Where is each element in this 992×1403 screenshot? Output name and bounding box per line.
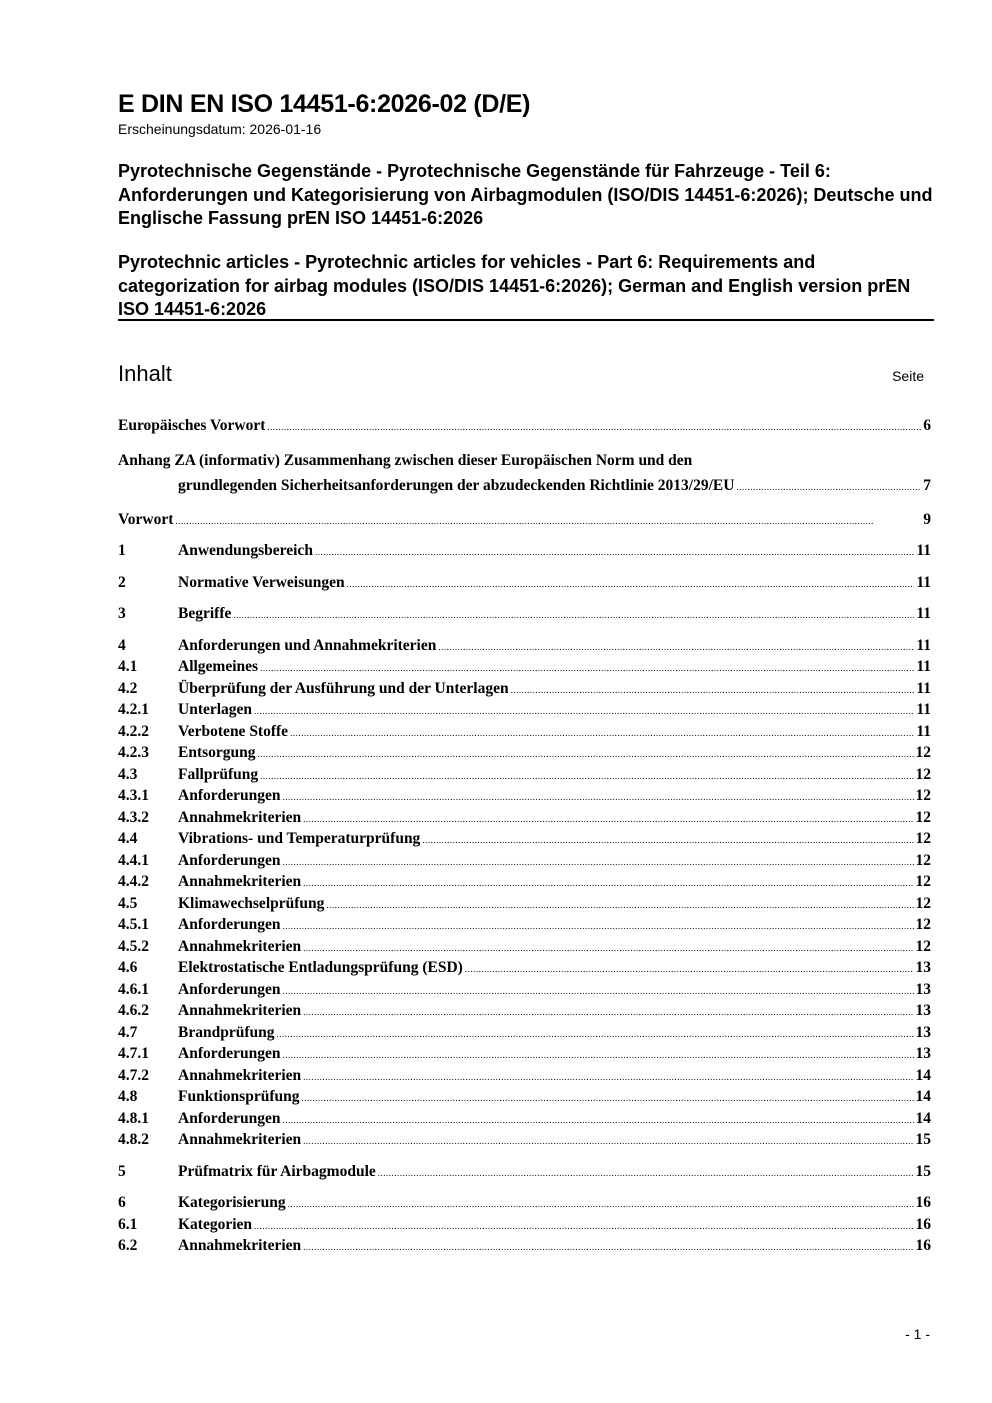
leader-dots <box>326 895 913 916</box>
toc-entry-page: 12 <box>915 830 931 847</box>
leader-dots <box>282 787 913 808</box>
leader-dots <box>438 637 914 658</box>
leader-dots <box>282 1110 913 1131</box>
leader-dots <box>233 605 914 626</box>
toc-entry-title: Anforderungen <box>178 1109 281 1127</box>
toc-entry[interactable] <box>118 872 931 894</box>
leader-dots <box>303 873 913 894</box>
toc-entry-title: Annahmekriterien <box>178 808 302 826</box>
toc-entry-number: 6 <box>118 1194 126 1211</box>
leader-dots <box>303 1067 913 1088</box>
toc-entry-number: 4.6 <box>118 959 138 976</box>
toc-entry-page: 16 <box>915 1215 931 1233</box>
toc-entry-number: 4.7 <box>118 1023 138 1041</box>
toc-entry[interactable] <box>118 743 931 765</box>
toc-entry-page: 16 <box>915 1194 931 1211</box>
leader-dots <box>303 1237 913 1258</box>
leader-dots <box>254 1216 913 1237</box>
toc-entry-page: 11 <box>916 636 931 654</box>
leader-dots <box>303 1002 913 1023</box>
toc-entry[interactable] <box>118 700 931 722</box>
toc-entry[interactable] <box>118 1236 931 1258</box>
toc-entry-title: Annahmekriterien <box>178 1131 302 1148</box>
toc-entry[interactable] <box>118 657 931 679</box>
leader-dots <box>276 1024 913 1045</box>
toc-entry-number: 6.1 <box>118 1215 138 1233</box>
toc-entry[interactable] <box>118 1109 931 1131</box>
toc-entry-page: 12 <box>915 937 931 955</box>
toc-entry-title: Brandprüfung <box>178 1023 275 1041</box>
toc-entry-number: 4.8.1 <box>118 1109 149 1127</box>
toc-entry[interactable] <box>118 1193 931 1215</box>
toc-group <box>118 448 931 500</box>
toc-entry-page: 11 <box>916 605 931 622</box>
toc-entry[interactable] <box>118 894 931 916</box>
toc-entry-title: Anforderungen <box>178 916 281 933</box>
toc-entry-number: 4.3 <box>118 765 138 783</box>
toc-entry[interactable] <box>118 510 931 532</box>
toc-entry[interactable] <box>118 416 931 438</box>
toc-entry-title: Elektrostatische Entladungsprüfung (ESD) <box>178 959 463 976</box>
leader-dots <box>736 475 921 500</box>
toc-entry-title: Anwendungsbereich <box>178 542 313 559</box>
toc-entry[interactable] <box>118 448 931 500</box>
toc-entry-number: 4.5.2 <box>118 937 149 955</box>
toc-entry-number: 4.7.2 <box>118 1066 149 1084</box>
toc-entry-page: 12 <box>915 851 931 869</box>
toc-entry[interactable] <box>118 915 931 937</box>
toc-entry-page: 11 <box>916 701 931 718</box>
leader-dots <box>290 723 914 744</box>
toc-entry-number: 4 <box>118 636 126 654</box>
toc-entry-page: 12 <box>915 787 931 804</box>
toc-entry-title: Annahmekriterien <box>178 873 302 890</box>
toc-entry-page: 12 <box>915 744 931 761</box>
toc-entry[interactable] <box>118 829 931 851</box>
toc-entry[interactable] <box>118 851 931 873</box>
toc-entry-page: 7 <box>923 476 931 494</box>
toc-entry-title: Verbotene Stoffe <box>178 722 289 740</box>
leader-dots <box>378 1163 914 1184</box>
toc-entry-number: 4.4.2 <box>118 873 149 890</box>
toc-entry-page: 16 <box>915 1237 931 1254</box>
toc-entry[interactable] <box>118 1087 931 1109</box>
leader-dots <box>175 511 921 532</box>
leader-dots <box>260 658 914 679</box>
toc-entry-title: Überprüfung der Ausführung und der Unterlagen <box>178 679 509 697</box>
toc-entry-number: 4.5 <box>118 894 138 912</box>
toc-entry-number: 4.2.2 <box>118 722 149 740</box>
toc-entry[interactable] <box>118 1066 931 1088</box>
table-of-contents <box>118 416 931 1268</box>
toc-entry-line <box>118 473 931 500</box>
toc-entry-title: Europäisches Vorwort <box>118 417 266 434</box>
toc-entry-number: 4.4 <box>118 830 138 847</box>
toc-entry-title: Prüfmatrix für Airbagmodule <box>178 1162 376 1180</box>
toc-entry-page: 9 <box>923 510 931 528</box>
toc-entry-page: 14 <box>915 1088 931 1105</box>
toc-entry-title: Allgemeines <box>178 658 259 675</box>
leader-dots <box>260 766 913 787</box>
toc-entry-number: 4.8 <box>118 1088 138 1105</box>
toc-entry-page: 11 <box>916 722 931 740</box>
leader-dots <box>315 542 914 563</box>
toc-entry-number: 4.6.1 <box>118 980 149 998</box>
toc-group <box>118 636 931 1152</box>
toc-group <box>118 573 931 595</box>
toc-entry-title: Anforderungen <box>178 787 281 804</box>
toc-entry-page: 13 <box>915 1002 931 1019</box>
leader-dots <box>347 574 915 595</box>
toc-entry-title: Kategorien <box>178 1215 253 1233</box>
toc-entry-page: 15 <box>915 1131 931 1148</box>
toc-entry-title-continued: grundlegenden Sicherheitsanforderungen der abzudeckenden Richtlinie 2013/29/EU <box>178 476 735 494</box>
leader-dots <box>511 680 915 701</box>
toc-entry-number: 4.3.2 <box>118 808 149 826</box>
toc-entry-number: 4.4.1 <box>118 851 149 869</box>
toc-entry-number: 4.7.1 <box>118 1045 149 1062</box>
toc-entry-page: 11 <box>916 679 931 697</box>
toc-entry[interactable] <box>118 636 931 658</box>
toc-entry-page: 13 <box>915 980 931 998</box>
toc-entry-number: 1 <box>118 542 126 559</box>
toc-entry-number: 4.2 <box>118 679 138 697</box>
leader-dots <box>303 809 913 830</box>
toc-entry-page: 14 <box>915 1066 931 1084</box>
toc-group <box>118 416 931 438</box>
toc-entry-title: Begriffe <box>178 605 232 622</box>
toc-entry-page: 12 <box>915 894 931 912</box>
toc-group <box>118 510 931 532</box>
toc-entry-title: Vorwort <box>118 510 174 528</box>
toc-entry-title: Annahmekriterien <box>178 1066 302 1084</box>
leader-dots <box>288 1194 914 1215</box>
toc-entry-title: Klimawechselprüfung <box>178 894 325 912</box>
toc-entry-page: 12 <box>915 808 931 826</box>
toc-entry-page: 15 <box>915 1162 931 1180</box>
toc-entry[interactable] <box>118 958 931 980</box>
toc-entry-title: Normative Verweisungen <box>178 573 345 591</box>
toc-entry-page: 11 <box>916 542 931 559</box>
leader-dots <box>301 1088 913 1109</box>
leader-dots <box>422 830 913 851</box>
toc-entry-number: 4.6.2 <box>118 1002 149 1019</box>
toc-entry-title: Annahmekriterien <box>178 937 302 955</box>
title-english: Pyrotechnic articles - Pyrotechnic articles for vehicles - Part 6: Requirements and categorization for airbag modules (ISO/DIS 14451-6:2026); German and English version prEN ISO 14451-6:2026 <box>118 252 911 319</box>
toc-entry[interactable] <box>118 604 931 626</box>
toc-entry-title: Anforderungen <box>178 1045 281 1062</box>
leader-dots <box>282 1045 913 1066</box>
toc-entry-title: Funktionsprüfung <box>178 1088 300 1105</box>
toc-entry-page: 12 <box>915 765 931 783</box>
toc-entry[interactable] <box>118 722 931 744</box>
toc-entry-number: 4.2.1 <box>118 701 149 718</box>
toc-entry-number: 4.3.1 <box>118 787 149 804</box>
page-column-label: Seite <box>892 368 924 384</box>
toc-entry-title: Kategorisierung <box>178 1194 286 1211</box>
toc-entry-title: Anforderungen <box>178 980 281 998</box>
leader-dots <box>465 959 914 980</box>
toc-entry-number: 5 <box>118 1162 126 1180</box>
document-id: E DIN EN ISO 14451-6:2026-02 (D/E) <box>118 90 531 118</box>
leader-dots <box>282 916 913 937</box>
toc-entry-page: 14 <box>915 1109 931 1127</box>
toc-entry-title: Annahmekriterien <box>178 1002 302 1019</box>
toc-entry-title: Anhang ZA (informativ) Zusammenhang zwischen dieser Europäischen Norm und den <box>118 451 693 469</box>
toc-entry-number: 4.5.1 <box>118 916 149 933</box>
toc-entry[interactable] <box>118 541 931 563</box>
toc-entry[interactable] <box>118 1215 931 1237</box>
leader-dots <box>267 417 921 438</box>
toc-entry[interactable] <box>118 808 931 830</box>
toc-entry-page: 6 <box>923 417 931 434</box>
toc-entry[interactable] <box>118 1162 931 1184</box>
toc-entry[interactable] <box>118 1044 931 1066</box>
toc-entry[interactable] <box>118 980 931 1002</box>
toc-entry-page: 13 <box>915 1023 931 1041</box>
leader-dots <box>282 981 913 1002</box>
toc-entry-page: 12 <box>915 873 931 890</box>
title-german: Pyrotechnische Gegenstände - Pyrotechnische Gegenstände für Fahrzeuge - Teil 6: Anforderungen und Kategorisierung von Airbagmodulen (ISO/DIS 14451-6:2026); Deutsche und Englische Fassung prEN ISO 14451-6:2026 <box>118 161 933 228</box>
toc-entry-page: 11 <box>916 573 931 591</box>
toc-entry[interactable] <box>118 786 931 808</box>
leader-dots <box>254 701 914 722</box>
toc-entry[interactable] <box>118 937 931 959</box>
toc-group <box>118 541 931 563</box>
toc-entry[interactable] <box>118 1001 931 1023</box>
toc-entry[interactable] <box>118 1130 931 1152</box>
toc-entry-number: 6.2 <box>118 1237 138 1254</box>
toc-entry-title: Anforderungen <box>178 851 281 869</box>
toc-entry-title: Unterlagen <box>178 701 253 718</box>
toc-entry-number: 4.8.2 <box>118 1131 149 1148</box>
toc-entry-number: 3 <box>118 605 126 622</box>
toc-group <box>118 1193 931 1258</box>
title-divider <box>118 319 934 321</box>
toc-entry[interactable] <box>118 765 931 787</box>
leader-dots <box>258 744 914 765</box>
toc-entry-page: 11 <box>916 658 931 675</box>
toc-entry[interactable] <box>118 1023 931 1045</box>
toc-entry-page: 13 <box>915 959 931 976</box>
leader-dots <box>303 1131 913 1152</box>
toc-heading: Inhalt <box>118 361 172 386</box>
page-number: - 1 - <box>905 1326 930 1342</box>
toc-entry-title: Anforderungen und Annahmekriterien <box>178 636 437 654</box>
toc-entry-title: Entsorgung <box>178 744 256 761</box>
toc-entry-number: 4.1 <box>118 658 138 675</box>
toc-entry-title: Vibrations- und Temperaturprüfung <box>178 830 421 847</box>
toc-entry-number: 4.2.3 <box>118 744 149 761</box>
toc-group <box>118 604 931 626</box>
leader-dots <box>282 852 913 873</box>
leader-dots <box>303 938 913 959</box>
toc-entry[interactable] <box>118 679 931 701</box>
toc-group <box>118 1162 931 1184</box>
publication-date: Erscheinungsdatum: 2026-01-16 <box>118 121 322 137</box>
toc-entry[interactable] <box>118 573 931 595</box>
toc-entry-title: Fallprüfung <box>178 765 259 783</box>
toc-entry-page: 13 <box>915 1045 931 1062</box>
toc-entry-number: 2 <box>118 573 126 591</box>
toc-entry-page: 12 <box>915 916 931 933</box>
toc-entry-title: Annahmekriterien <box>178 1237 302 1254</box>
